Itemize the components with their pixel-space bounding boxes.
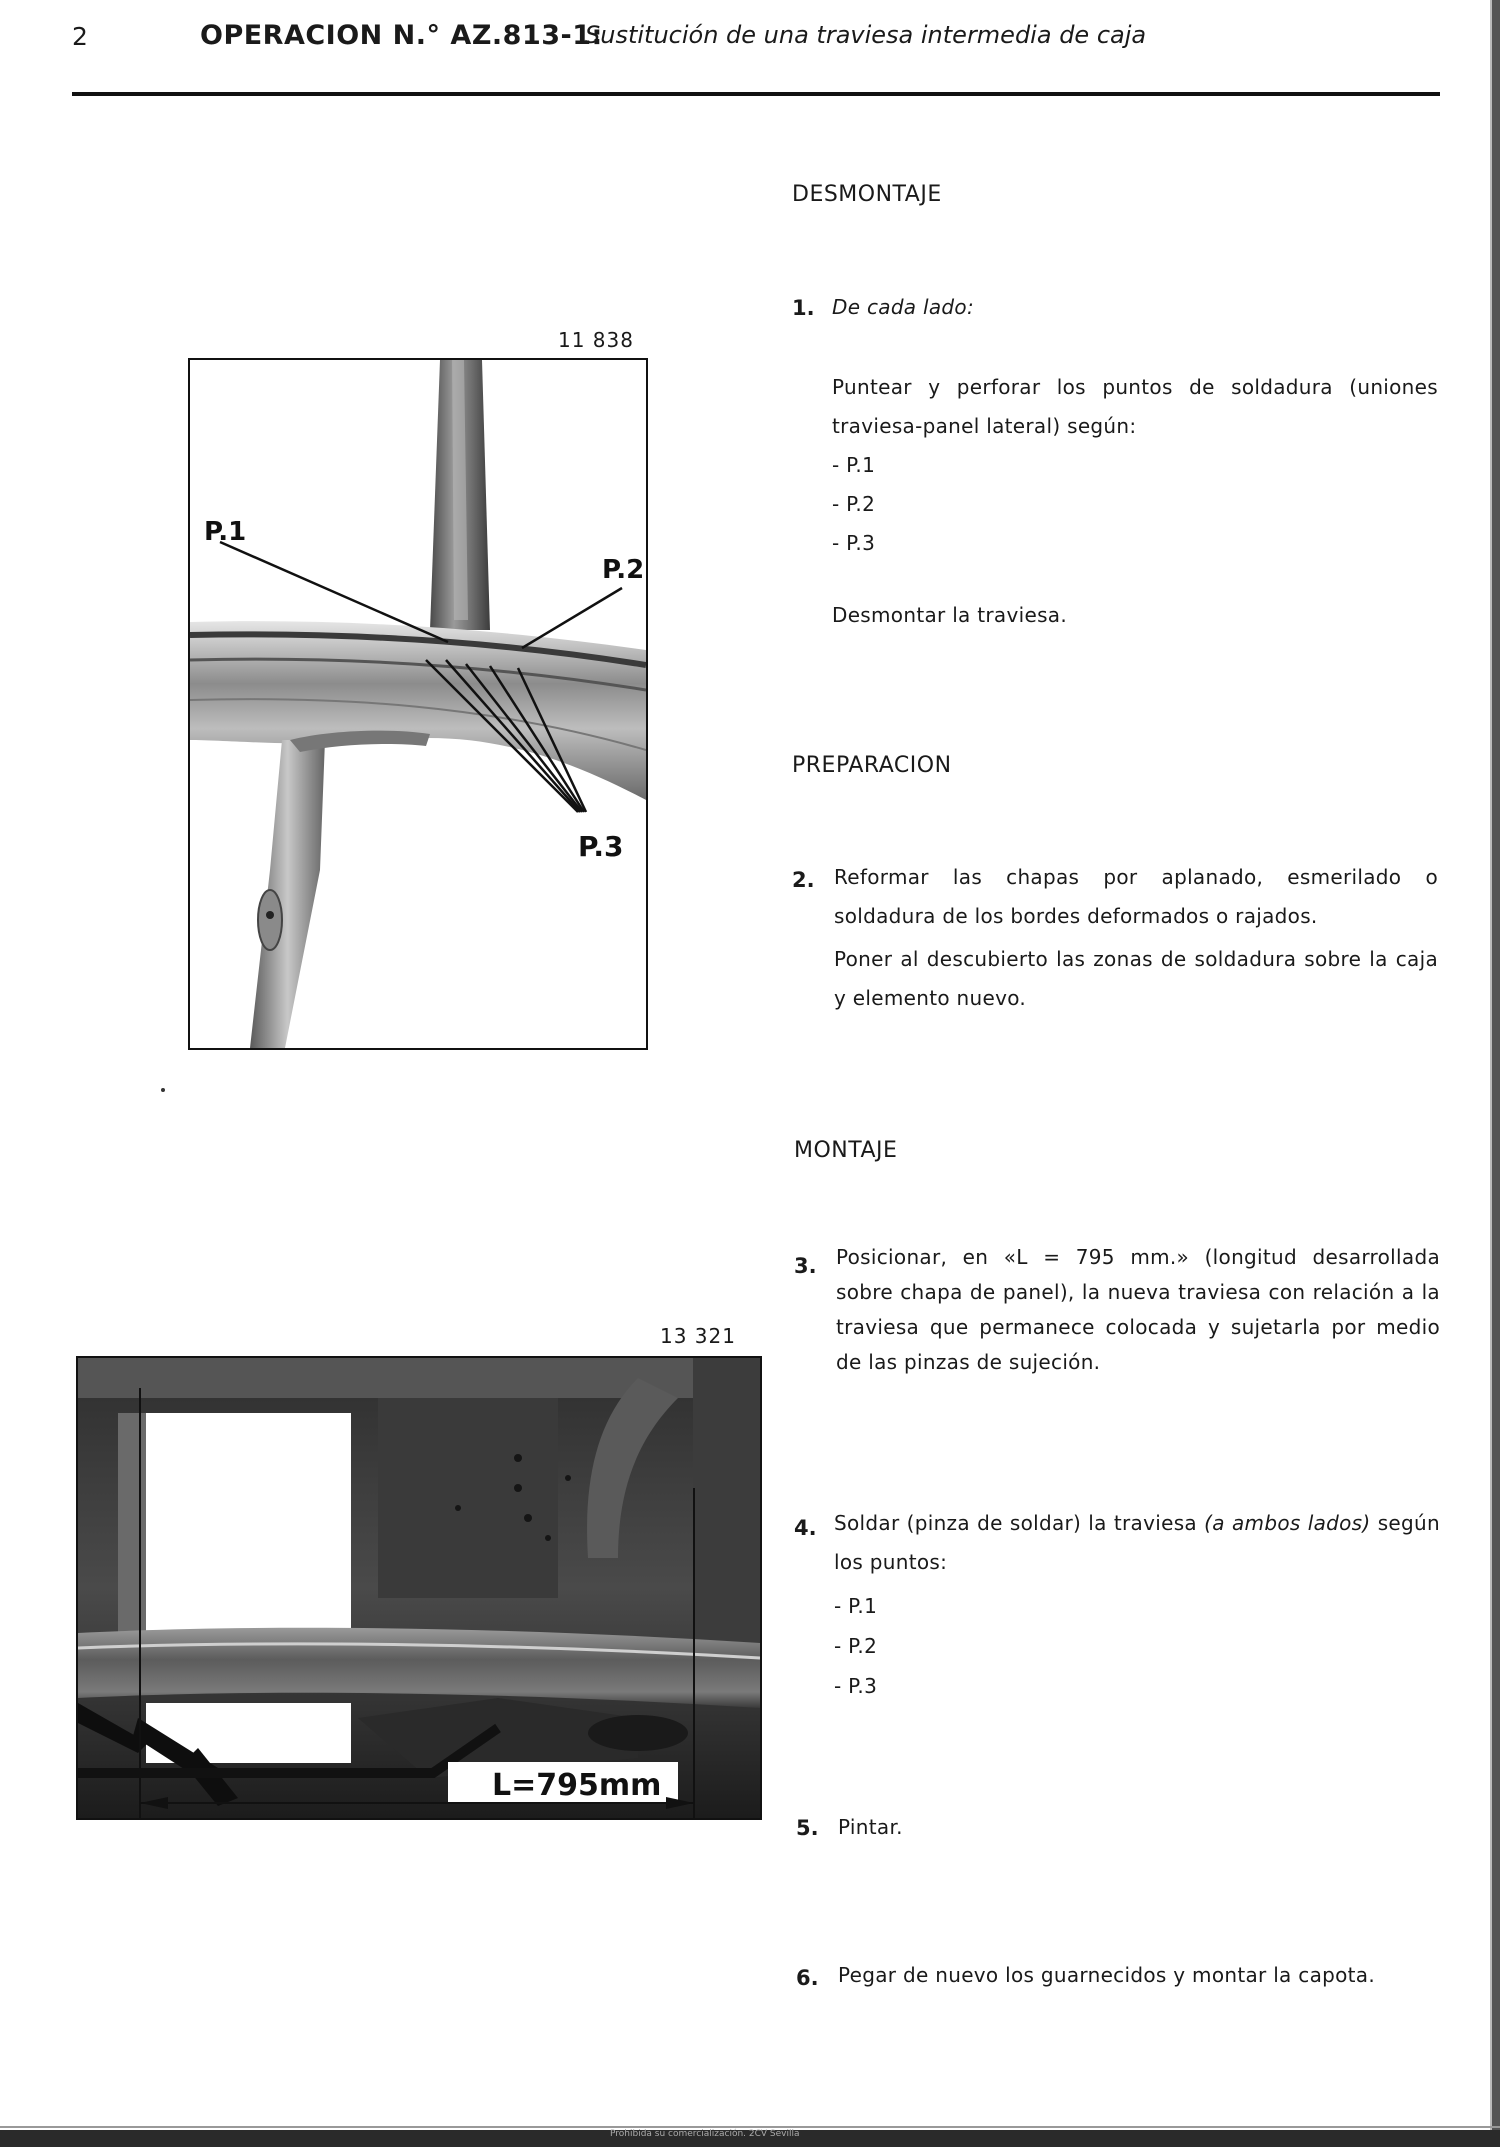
step-1-body: Puntear y perforar los puntos de soldadura (uniones traviesa-panel lateral) según: xyxy=(832,375,1438,438)
figure-1-code: 11 838 xyxy=(558,328,634,352)
figure-1-crossmember-photo xyxy=(188,358,648,1050)
page-number: 2 xyxy=(72,22,88,51)
operation-title: OPERACION N.° AZ.813-1: xyxy=(200,20,603,51)
step-4-text-before: Soldar (pinza de soldar) la traviesa xyxy=(834,1511,1197,1535)
step-4-item-p2: - P.2 xyxy=(834,1634,878,1658)
step-2-number: 2. xyxy=(792,868,815,892)
step-4-number: 4. xyxy=(794,1516,817,1540)
step-1-item-p2: - P.2 xyxy=(832,492,876,516)
figure-1-label-p3: P.3 xyxy=(578,830,624,863)
step-1-text-2: Desmontar la traviesa. xyxy=(832,603,1068,627)
step-4-item-p3: - P.3 xyxy=(834,1674,878,1698)
figure-2-illustration xyxy=(78,1358,760,1818)
step-3-number: 3. xyxy=(794,1254,817,1278)
step-4-item-p1: - P.1 xyxy=(834,1594,878,1618)
step-1-text xyxy=(832,368,1438,446)
bottom-line xyxy=(0,2126,1500,2128)
page-edge xyxy=(1492,0,1500,2147)
step-5-number: 5. xyxy=(796,1816,819,1840)
step-3-text: Posicionar, en «L = 795 mm.» (longitud desarrollada sobre chapa de panel), la nueva traviesa con relación a la traviesa que permanece colocada y sujetarla por medio de las pinzas de sujeción. xyxy=(836,1245,1440,1374)
step-5-text: Pintar. xyxy=(838,1815,903,1839)
step-1-list xyxy=(832,446,875,563)
step-1-lead: De cada lado: xyxy=(832,295,975,319)
step-1-number: 1. xyxy=(792,296,815,320)
figure-2-dimension-label: L=795mm xyxy=(492,1768,662,1803)
section-title-desmontaje: DESMONTAJE xyxy=(792,182,942,207)
figure-2-code: 13 321 xyxy=(660,1324,736,1348)
figure-1-label-p2: P.2 xyxy=(602,555,645,585)
figure-2-measurement-photo xyxy=(76,1356,762,1820)
footer-note: Prohibida su comercialización. 2CV Sevilla xyxy=(610,2129,800,2139)
stray-dot xyxy=(161,1088,165,1092)
step-4-text-italic: (a ambos lados) xyxy=(1204,1511,1371,1535)
step-2-text: Reformar las chapas por aplanado, esmerilado o soldadura de los bordes deformados o rajados. xyxy=(834,865,1438,928)
step-1-item-p1: - P.1 xyxy=(832,453,876,477)
step-4-list xyxy=(834,1586,877,1706)
step-4-text xyxy=(834,1504,1440,1582)
section-title-montaje: MONTAJE xyxy=(794,1138,898,1163)
operation-subtitle: Sustitución de una traviesa intermedia de caja xyxy=(585,21,1147,49)
step-1-item-p3: - P.3 xyxy=(832,531,876,555)
section-title-preparacion: PREPARACION xyxy=(792,753,952,778)
step-4-text-after: según los puntos: xyxy=(834,1511,1440,1574)
step-6-text: Pegar de nuevo los guarnecidos y montar la capota. xyxy=(838,1963,1376,1987)
figure-1-illustration xyxy=(190,360,646,1048)
step-2-text-2: Poner al descubierto las zonas de soldadura sobre la caja y elemento nuevo. xyxy=(834,947,1438,1010)
step-6-number: 6. xyxy=(796,1966,819,1990)
figure-1-label-p1: P.1 xyxy=(204,517,247,547)
header-rule xyxy=(72,92,1440,96)
